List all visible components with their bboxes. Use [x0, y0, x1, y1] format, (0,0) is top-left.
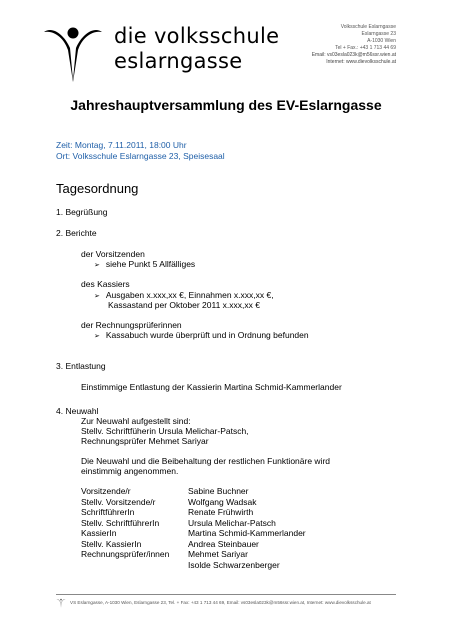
report-vorsitzende-bullet: ➢ siehe Punkt 5 Allfälliges — [94, 259, 195, 272]
result-line-2: einstimmig angenommen. — [81, 466, 179, 476]
report-vorsitzende-label: der Vorsitzenden — [81, 249, 145, 259]
role-name: Ursula Melichar-Patsch — [188, 517, 276, 528]
role-name: Wolfgang Wadsak — [188, 496, 257, 507]
footer-divider — [56, 594, 396, 595]
contact-name: Volksschule Eslarngasse — [340, 24, 396, 30]
agenda-item-1: 1. Begrüßung — [56, 207, 108, 217]
report-kassiers-bullet: ➢ Ausgaben x.xxx,xx €, Einnahmen x.xxx,xx €, — [94, 290, 274, 303]
contact-email-link[interactable]: Email: vs03esla023k@m56ssr.wien.at — [311, 52, 396, 58]
report-pruefer-label: der Rechnungsprüferinnen — [81, 320, 182, 330]
role-name: Mehmet Sariyar — [188, 549, 248, 559]
entlastung-text: Einstimmige Entlastung der Kassierin Martina Schmid-Kammerlander — [81, 382, 342, 392]
neuwahl-intro: Zur Neuwahl aufgestellt sind: — [81, 416, 191, 426]
footer-contact: VS Eslarngasse, A-1030 Wien, Eslarngasse 23, Tel. + Fax: +43 1 713 44 69, Email: vs03esla023k@m56ssr.wien.at, Internet: www.dievolksschule.at — [70, 600, 371, 605]
role-label: SchriftführerIn — [81, 507, 135, 517]
role-name: Martina Schmid-Kammerlander — [188, 528, 306, 538]
role-row — [81, 538, 259, 550]
result-line-1: Die Neuwahl und die Beibehaltung der restlichen Funktionäre wird — [81, 456, 331, 466]
role-row — [81, 486, 249, 497]
agenda-item-4: 4. Neuwahl — [56, 406, 99, 416]
agenda-item-2: 2. Berichte — [56, 228, 97, 238]
contact-street: Eslarngasse 23 — [361, 31, 396, 37]
role-name: Isolde Schwarzenberger — [188, 559, 280, 570]
role-name: Sabine Buchner — [188, 486, 249, 496]
role-label: Stellv. KassierIn — [81, 538, 142, 549]
contact-phone: Tel + Fax.: +43 1 713 44 69 — [335, 45, 396, 51]
school-name-line1: die volksschule — [114, 24, 280, 48]
footer-logo-icon — [56, 598, 66, 608]
role-name: Andrea Steinbauer — [188, 538, 259, 549]
report-kassiers-label: des Kassiers — [81, 279, 130, 289]
agenda-item-3: 3. Entlastung — [56, 361, 106, 371]
contact-web-link[interactable]: Internet: www.dievolksschule.at — [326, 59, 396, 65]
document-title: Jahreshauptversammlung des EV-Eslarngasse — [70, 97, 382, 113]
role-label: Vorsitzende/r — [81, 486, 131, 496]
school-name-line2: eslarngasse — [114, 49, 243, 73]
contact-block — [312, 24, 396, 66]
role-row — [81, 528, 306, 539]
role-label: KassierIn — [81, 528, 117, 538]
school-name — [114, 24, 279, 74]
role-row — [81, 496, 257, 508]
neuwahl-line-1: Stellv. Schriftfüherin Ursula Melichar-Patsch, — [81, 426, 249, 436]
section-title: Tagesordnung — [56, 181, 139, 196]
report-pruefer-bullet: ➢ Kassabuch wurde überprüft und in Ordnung befunden — [94, 330, 309, 343]
role-label: Stellv. Vorsitzende/r — [81, 496, 156, 507]
meeting-time: Zeit: Montag, 7.11.2011, 18:00 Uhr — [56, 140, 187, 150]
meeting-place: Ort: Volksschule Eslarngasse 23, Speisesaal — [56, 151, 225, 161]
role-label: Stellv. SchriftführerIn — [81, 517, 160, 528]
role-row — [81, 517, 276, 529]
role-name: Renate Frühwirth — [188, 507, 254, 517]
role-label: Rechnungsprüfer/innen — [81, 549, 170, 559]
contact-city: A-1030 Wien — [367, 38, 396, 44]
role-row — [81, 549, 248, 560]
role-row — [81, 507, 254, 518]
meeting-meta — [56, 140, 225, 162]
neuwahl-line-2: Rechnungsprüfer Mehmet Sariyar — [81, 436, 209, 446]
school-logo-icon — [42, 24, 104, 84]
report-kassastand: Kassastand per Oktober 2011 x.xxx,xx € — [108, 300, 260, 310]
